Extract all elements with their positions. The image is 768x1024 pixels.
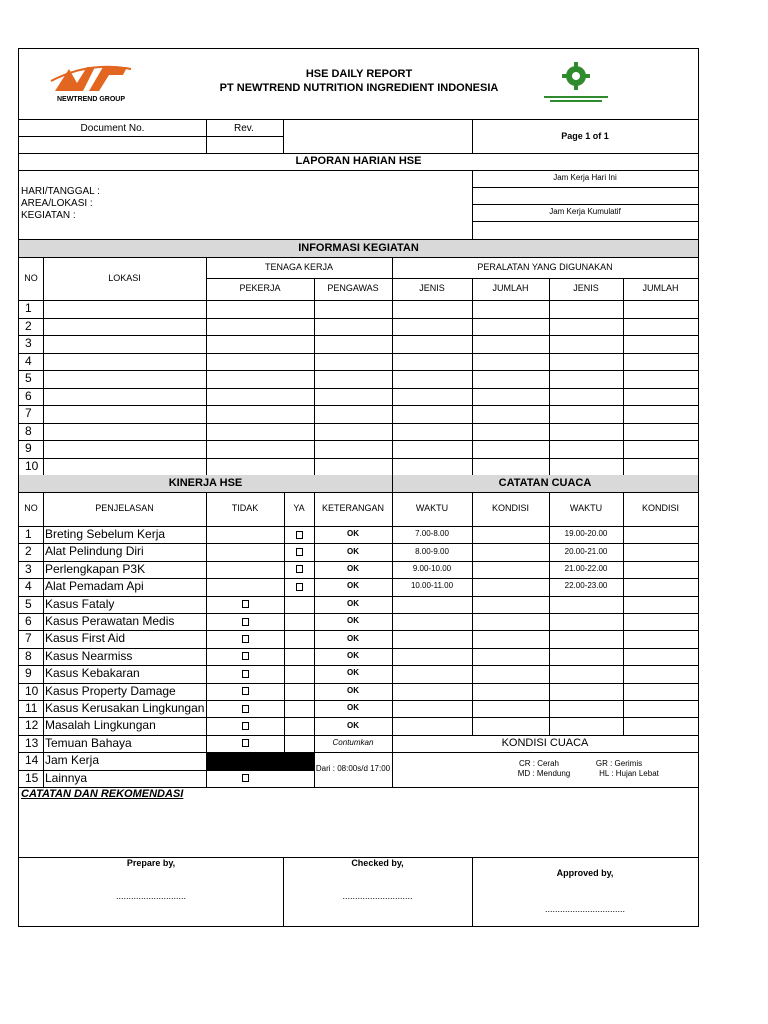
approved-by-label: Approved by,: [556, 868, 614, 879]
checkbox[interactable]: [206, 613, 284, 630]
info-no-header: NO: [24, 272, 38, 283]
rev-label: Rev.: [234, 122, 254, 134]
jam-kerja-range: Dari : 08:00s/d 17:00: [315, 764, 391, 774]
checked-by-label: Checked by,: [351, 858, 404, 869]
keterangan-value: OK: [347, 651, 359, 661]
jumlah-header-1: JUMLAH: [492, 283, 529, 294]
checkbox-square-icon: [242, 670, 249, 678]
peralatan-header: PERALATAN YANG DIGUNAKAN: [477, 261, 613, 272]
checkbox[interactable]: [206, 630, 284, 647]
waktu-malam: 19.00-20.00: [564, 529, 608, 539]
checkbox-square-icon: [296, 548, 303, 556]
keterangan-header: KETERANGAN: [321, 503, 384, 514]
kinerja-row-number: 13: [25, 735, 39, 750]
keterangan-value: OK: [347, 668, 359, 678]
penjelasan-header: PENJELASAN: [95, 503, 154, 514]
jenis-header-1: JENIS: [419, 283, 445, 294]
kinerja-row-number: 12: [25, 718, 39, 733]
checkbox-square-icon: [242, 722, 249, 730]
kondisi-header-2: KONDISI: [641, 503, 679, 514]
kinerja-row-number: 11: [25, 701, 38, 716]
keterangan-value: OK: [347, 546, 359, 556]
kinerja-item-label: Alat Pemadam Api: [45, 579, 144, 594]
info-row-number: 6: [25, 388, 32, 403]
checkbox-square-icon: [242, 618, 249, 626]
page-number: Page 1 of 1: [561, 130, 609, 141]
kinerja-item-label: Lainnya: [45, 770, 88, 785]
waktu-pagi: 8.00-9.00: [415, 546, 449, 556]
legend-gr: GR : Gerimis: [595, 759, 643, 768]
contumkan-note: Contumkan: [332, 738, 374, 748]
newtrend-logo: [49, 61, 133, 107]
info-row-number: 7: [25, 406, 32, 421]
checkbox-square-icon: [242, 652, 249, 660]
kondisi-header-1: KONDISI: [491, 503, 529, 514]
safety-gear-icon: [534, 58, 618, 108]
kinerja-row-number: 15: [25, 770, 39, 785]
waktu-pagi: 10.00-11.00: [410, 581, 454, 591]
kinerja-row-number: 14: [25, 753, 39, 768]
pekerja-header: PEKERJA: [239, 283, 281, 294]
jam-kerja-hari-ini: Jam Kerja Hari Ini: [553, 173, 617, 183]
checkbox[interactable]: [284, 543, 314, 560]
legend-hl: HL : Hujan Lebat: [599, 769, 659, 778]
waktu-header-1: WAKTU: [415, 503, 449, 514]
logo-mark-icon: [49, 61, 133, 95]
keterangan-value: OK: [347, 616, 359, 626]
ya-header: YA: [293, 503, 305, 514]
keterangan-value: OK: [347, 633, 359, 643]
kondisi-cuaca-title: KONDISI CUACA: [501, 737, 589, 750]
kinerja-item-label: Perlengkapan P3K: [45, 561, 146, 576]
hse-report-sheet: [18, 48, 699, 927]
jam-kerja-kumulatif: Jam Kerja Kumulatif: [549, 207, 621, 217]
kinerja-item-label: Kasus Perawatan Medis: [45, 614, 175, 629]
checkbox[interactable]: [284, 578, 314, 595]
pengawas-header: PENGAWAS: [327, 283, 379, 294]
checkbox-square-icon: [242, 739, 249, 747]
keterangan-value: OK: [347, 564, 359, 574]
kinerja-item-label: Kasus Property Damage: [45, 683, 176, 698]
kinerja-item-label: Kasus Kerusakan Lingkungan: [45, 701, 205, 716]
kinerja-row-number: 9: [25, 666, 32, 681]
waktu-malam: 20.00-21.00: [564, 546, 608, 556]
checkbox-square-icon: [242, 687, 249, 695]
checkbox[interactable]: [206, 735, 284, 752]
catatan-title: CATATAN DAN REKOMENDASI: [21, 788, 184, 801]
waktu-malam: 21.00-22.00: [564, 564, 608, 574]
waktu-pagi: 9.00-10.00: [412, 564, 452, 574]
checkbox-square-icon: [242, 774, 249, 782]
kinerja-item-label: Masalah Lingkungan: [45, 718, 156, 733]
kinerja-item-label: Kasus Kebakaran: [45, 666, 140, 681]
approved-signature-line: ................................: [544, 904, 625, 915]
kinerja-row-number: 5: [25, 596, 32, 611]
prepare-signature-line: ............................: [115, 891, 186, 902]
area-lokasi-label: AREA/LOKASI :: [21, 197, 93, 209]
checkbox[interactable]: [206, 717, 284, 734]
kinerja-item-label: Kasus Nearmiss: [45, 648, 133, 663]
kinerja-item-label: Kasus Fataly: [45, 596, 115, 611]
waktu-malam: 22.00-23.00: [564, 581, 608, 591]
checkbox[interactable]: [206, 683, 284, 700]
keterangan-value: OK: [347, 703, 359, 713]
kinerja-row-number: 10: [25, 683, 39, 698]
checkbox[interactable]: [206, 770, 284, 787]
kinerja-item-label: Breting Sebelum Kerja: [45, 527, 166, 542]
kinerja-row-number: 6: [25, 614, 32, 629]
legend-md: MD : Mendung: [517, 769, 571, 778]
kinerja-item-label: Jam Kerja: [45, 753, 100, 768]
kinerja-item-label: Temuan Bahaya: [45, 735, 132, 750]
logo-text: NEWTREND GROUP: [56, 96, 126, 104]
checkbox-square-icon: [242, 635, 249, 643]
informasi-title: INFORMASI KEGIATAN: [19, 240, 698, 257]
doc-no-label: Document No.: [80, 122, 145, 134]
checkbox[interactable]: [206, 648, 284, 665]
kinerja-row-number: 4: [25, 579, 32, 594]
info-row-number: 1: [25, 301, 32, 316]
cuaca-title: CATATAN CUACA: [392, 475, 698, 492]
info-row-number: 10: [25, 458, 39, 473]
keterangan-value: OK: [347, 529, 359, 539]
tenaga-kerja-header: TENAGA KERJA: [264, 261, 334, 272]
legend-cr: CR : Cerah: [518, 759, 559, 768]
jam-kerja-blackout: [206, 753, 314, 770]
keterangan-value: OK: [347, 581, 359, 591]
prepare-by-label: Prepare by,: [126, 858, 176, 869]
kinerja-item-label: Alat Pelindung Diri: [45, 544, 144, 559]
company-name: PT NEWTREND NUTRITION INGREDIENT INDONESIA: [219, 81, 499, 94]
checkbox[interactable]: [206, 700, 284, 717]
keterangan-value: OK: [347, 685, 359, 695]
info-row-number: 4: [25, 353, 32, 368]
report-title: HSE DAILY REPORT: [305, 67, 413, 80]
info-row-number: 9: [25, 441, 32, 456]
jenis-header-2: JENIS: [573, 283, 599, 294]
checkbox[interactable]: [284, 561, 314, 578]
keterangan-value: OK: [347, 720, 359, 730]
laporan-title: LAPORAN HARIAN HSE: [295, 155, 422, 168]
info-row-number: 5: [25, 371, 32, 386]
kinerja-item-label: Kasus First Aid: [45, 631, 126, 646]
info-row-number: 3: [25, 336, 32, 351]
checkbox[interactable]: [284, 526, 314, 543]
kegiatan-label: KEGIATAN :: [21, 209, 76, 221]
checkbox[interactable]: [206, 596, 284, 613]
checkbox-square-icon: [296, 531, 303, 539]
kinerja-row-number: 2: [25, 544, 32, 559]
tidak-header: TIDAK: [231, 503, 259, 514]
kinerja-row-number: 7: [25, 631, 32, 646]
kinerja-row-number: 3: [25, 561, 32, 576]
checkbox-square-icon: [296, 583, 303, 591]
waktu-pagi: 7.00-8.00: [415, 529, 449, 539]
checkbox[interactable]: [206, 665, 284, 682]
kinerja-no-header: NO: [24, 503, 38, 514]
checkbox-square-icon: [242, 600, 249, 608]
checkbox-square-icon: [242, 705, 249, 713]
info-lokasi-header: LOKASI: [108, 272, 141, 283]
info-row-number: 2: [25, 318, 32, 333]
kinerja-row-number: 8: [25, 648, 32, 663]
jumlah-header-2: JUMLAH: [642, 283, 679, 294]
kinerja-row-number: 1: [25, 527, 32, 542]
checked-signature-line: ............................: [342, 891, 413, 902]
keterangan-value: OK: [347, 598, 359, 608]
checkbox-square-icon: [296, 565, 303, 573]
kinerja-title: KINERJA HSE: [19, 475, 392, 492]
info-row-number: 8: [25, 423, 32, 438]
hari-tanggal-label: HARI/TANGGAL :: [21, 185, 100, 197]
waktu-header-2: WAKTU: [569, 503, 603, 514]
